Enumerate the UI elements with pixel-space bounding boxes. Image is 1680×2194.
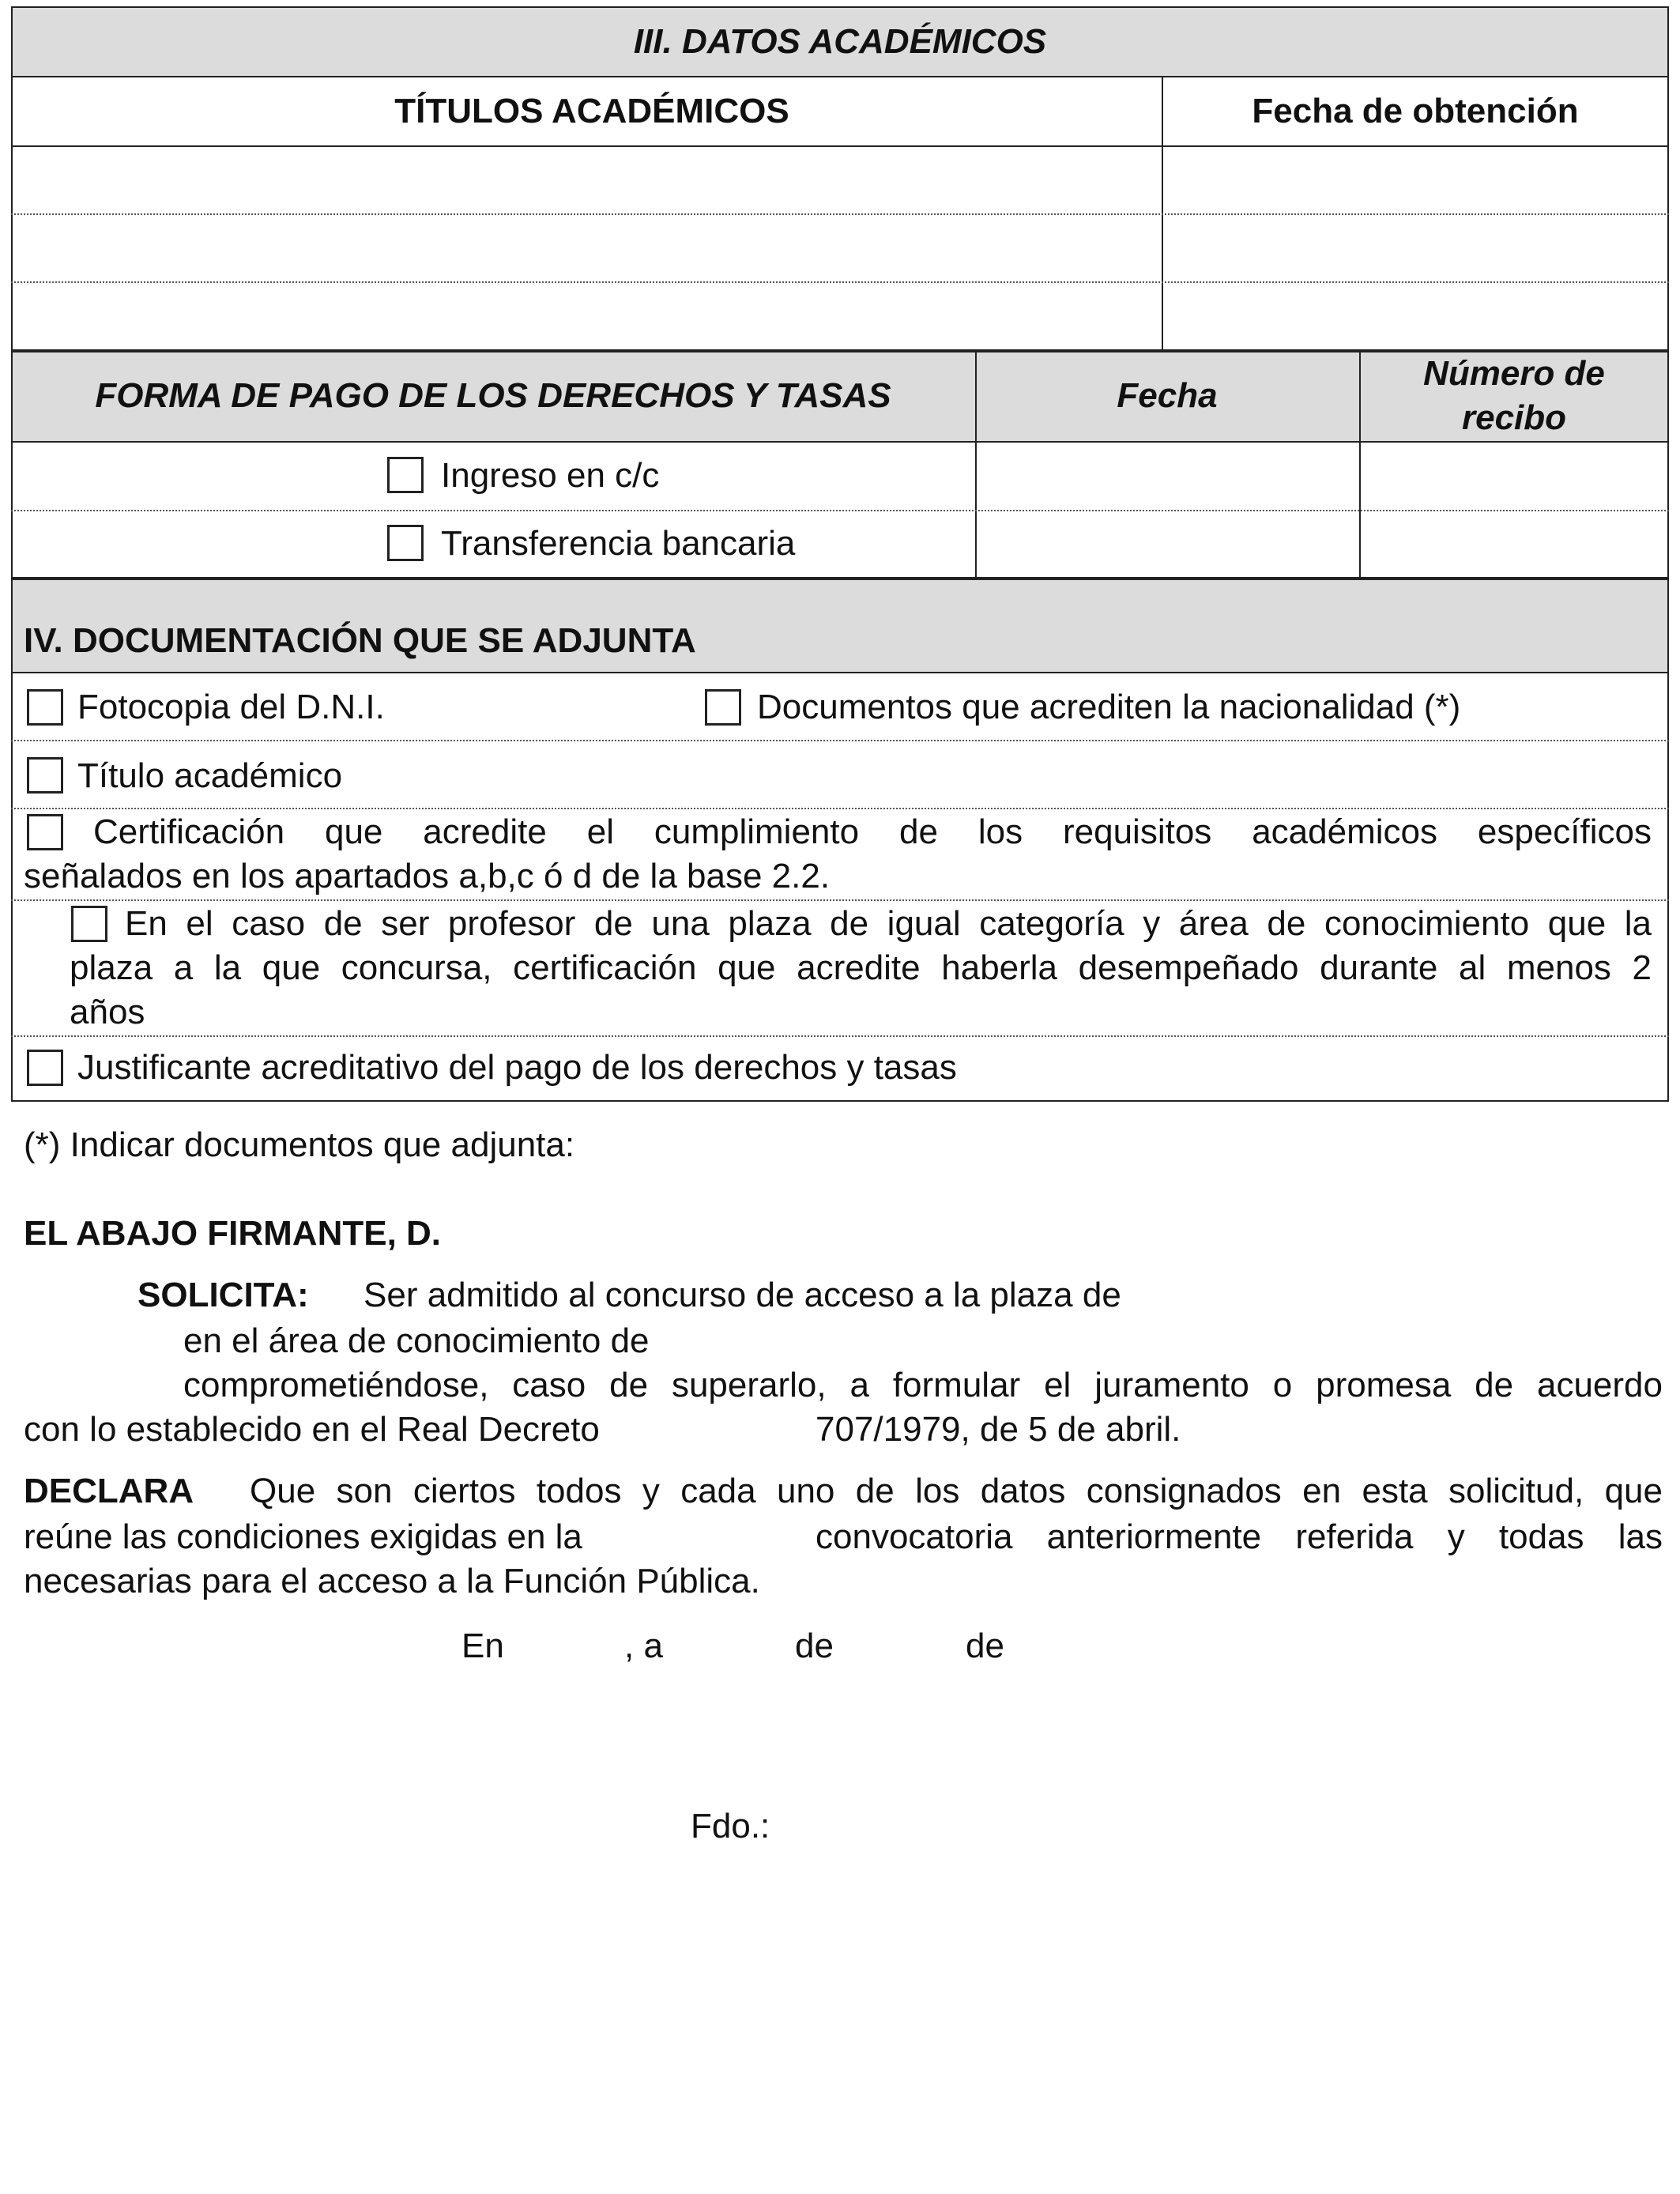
payment-col-receipt-line2: recibo [1461,398,1567,437]
divider [975,351,977,579]
payment-proof-checkbox[interactable] [27,1050,63,1086]
payment-col-date: Fecha [1117,376,1218,415]
divider [11,441,1669,443]
month-input[interactable] [847,1625,962,1668]
solicita-line4b: 707/1979, de 5 de abril. [816,1410,1181,1449]
declara-line2b: convocatoria anteriormente referida y todas las [816,1517,1663,1556]
solicita-line3: comprometiéndose, caso de superarlo, a formular el juramento o promesa de acuerdo [183,1366,1663,1404]
section4-title: IV. DOCUMENTACIÓN QUE SE ADJUNTA [24,621,696,660]
declara-line2a: reúne las condiciones exigidas en la [24,1517,582,1556]
section3-title: III. DATOS ACADÉMICOS [633,22,1047,61]
date-input-2[interactable] [1165,215,1667,280]
row-divider [11,808,1669,809]
attached-documents-note: (*) Indicar documentos que adjunta: [24,1125,575,1164]
declara-line3: necesarias para el acceso a la Función Pública. [24,1562,760,1600]
nationality-label: Documentos que acrediten la nacionalidad (*) [757,688,1461,726]
title-input-3[interactable] [13,283,1160,349]
place-input[interactable] [514,1625,620,1668]
place-en-label: En [461,1627,504,1665]
row-divider [11,899,1669,901]
payment-proof-label: Justificante acreditativo del pago de los derechos y tasas [77,1048,957,1087]
date-de-label-2: de [966,1627,1004,1665]
transfer-checkbox[interactable] [387,525,424,561]
row-divider [11,1035,1669,1037]
solicita-line2: en el área de conocimiento de [183,1321,650,1360]
solicita-label: SOLICITA: [137,1276,309,1314]
deposit-label: Ingreso en c/c [441,456,660,495]
academic-title-label: Título académico [77,756,343,795]
payment-col-receipt-line1: Número de [1423,354,1605,393]
payment-date-input-2[interactable] [978,512,1358,577]
date-de-label-1: de [795,1627,834,1665]
row-divider [11,510,1669,511]
deposit-checkbox[interactable] [387,457,424,493]
receipt-number-input-1[interactable] [1362,444,1667,509]
year-input[interactable] [1019,1625,1146,1668]
certification-label-line2: señalados en los apartados a,b,c ó d de la base 2.2. [24,857,831,895]
professor-label-line3: años [70,993,145,1031]
row-divider [11,740,1669,741]
day-input[interactable] [680,1625,790,1668]
signature-label: Fdo.: [691,1807,770,1845]
signature-field[interactable] [790,1786,1343,1857]
certification-checkbox[interactable] [27,814,63,850]
professor-checkbox[interactable] [71,906,107,942]
col-header-date: Fecha de obtención [1252,92,1579,130]
transfer-label: Transferencia bancaria [441,524,796,563]
payment-header: FORMA DE PAGO DE LOS DERECHOS Y TASAS [95,376,891,415]
nationality-checkbox[interactable] [705,689,741,726]
dni-checkbox[interactable] [27,689,63,726]
divider [1359,351,1361,579]
title-input-2[interactable] [13,215,1160,280]
divider [11,672,1669,673]
academic-title-checkbox[interactable] [27,757,63,794]
col-header-titles: TÍTULOS ACADÉMICOS [394,92,789,130]
declara-line1: Que son ciertos todos y cada uno de los datos consignados en esta solicitud, que [250,1472,1663,1510]
solicita-line1: Ser admitido al concurso de acceso a la plaza de [363,1276,1121,1314]
title-input-1[interactable] [13,147,1160,212]
professor-label-line2: plaza a la que concursa, certificación que acredite haberla desempeñado durante al menos 2 [70,948,1652,987]
professor-label-line1: En el caso de ser profesor de una plaza de igual categoría y área de conocimiento que la [125,904,1652,943]
date-a-label: , a [624,1627,663,1665]
date-input-3[interactable] [1165,283,1667,349]
signatory-label: EL ABAJO FIRMANTE, D. [24,1214,442,1253]
divider [11,76,1669,77]
date-input-1[interactable] [1165,147,1667,212]
solicita-line4a: con lo establecido en el Real Decreto [24,1410,600,1449]
certification-label-line1: Certificación que acredite el cumplimiento de los requisitos académicos específicos [93,812,1652,851]
declara-label: DECLARA [24,1472,194,1510]
payment-date-input-1[interactable] [978,444,1358,509]
receipt-number-input-2[interactable] [1362,512,1667,577]
dni-label: Fotocopia del D.N.I. [77,688,385,726]
